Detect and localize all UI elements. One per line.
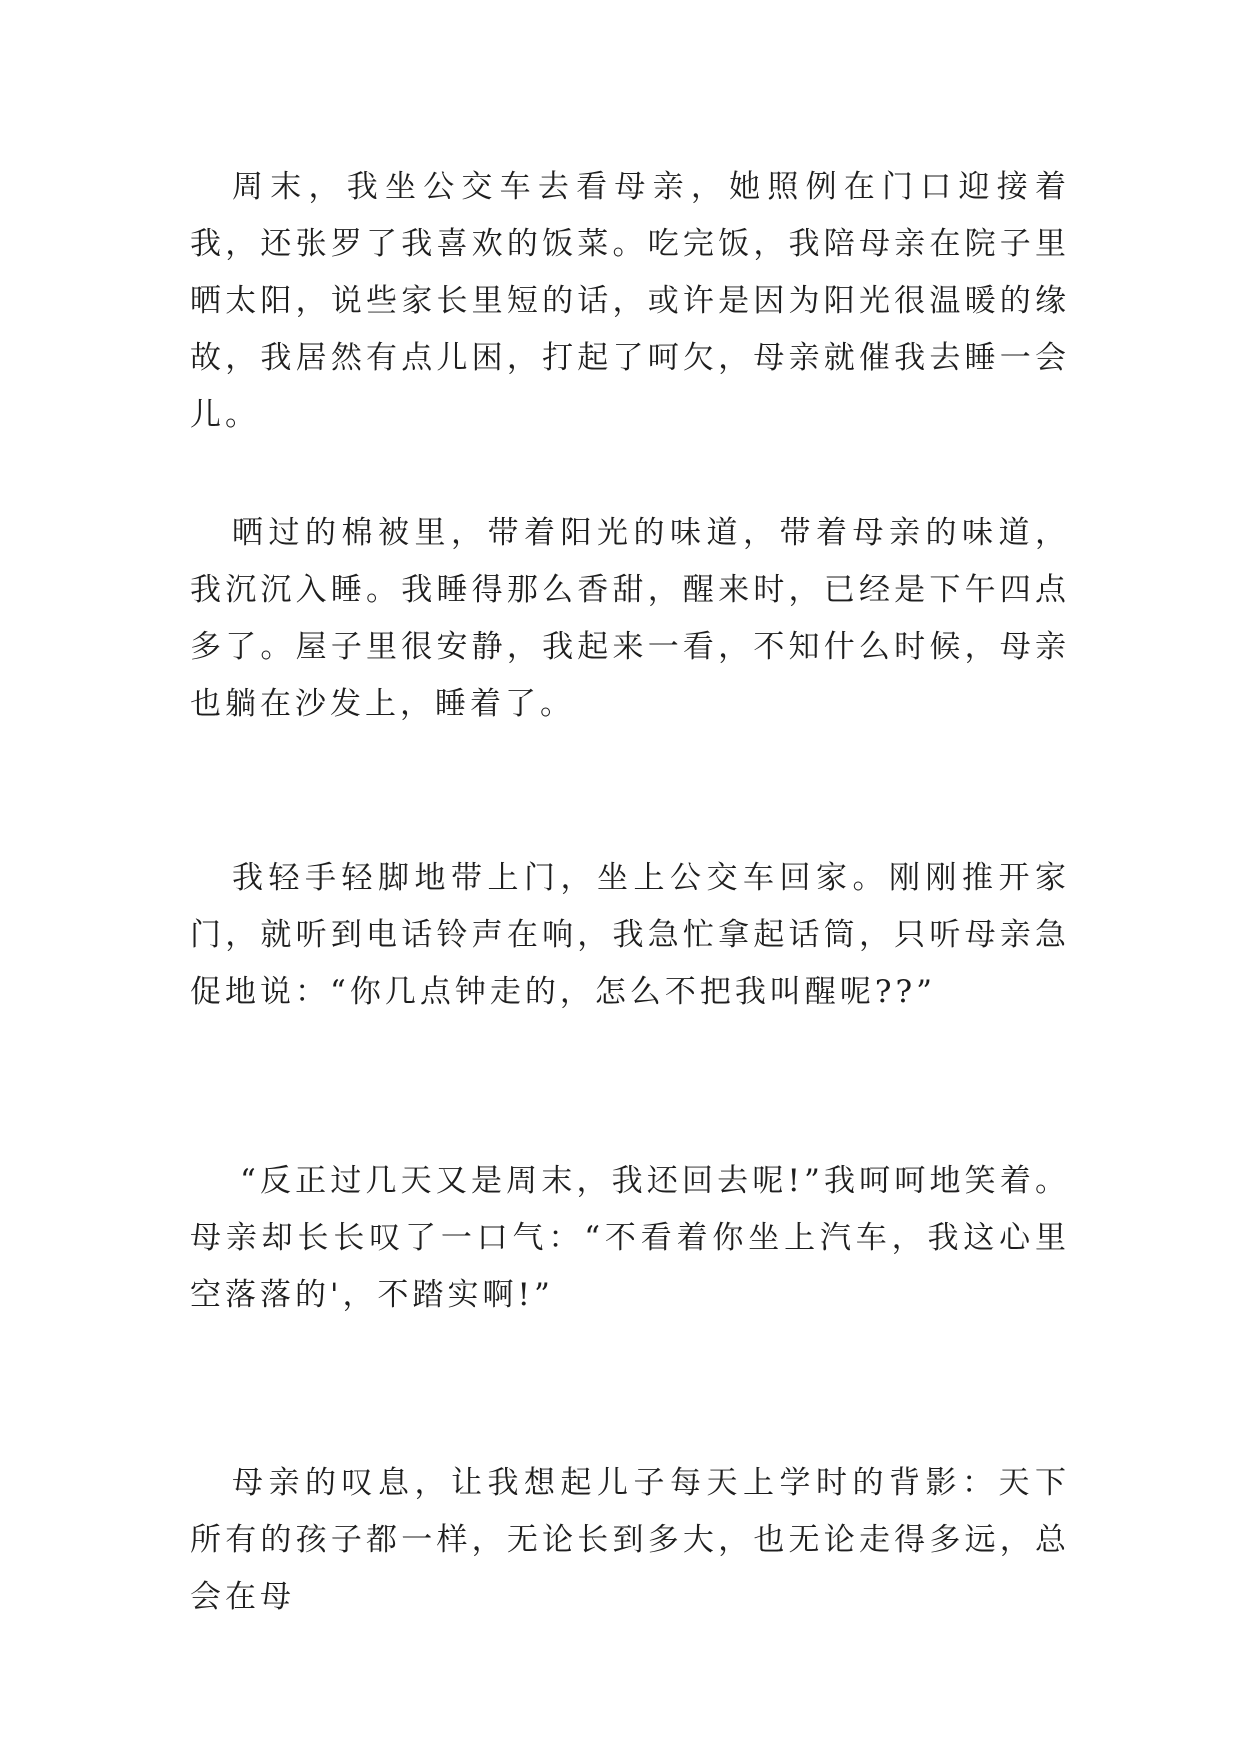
paragraph-1: 周末，我坐公交车去看母亲，她照例在门口迎接着我，还张罗了我喜欢的饭菜。吃完饭，我陪母亲在院子里晒太阳，说些家长里短的话，或许是因为阳光很温暖的缘故，我居然有点儿困，打起了呵欠，母亲就催我去睡一会儿。: [190, 169, 1070, 433]
paragraph-5: 母亲的叹息，让我想起儿子每天上学时的背影：天下所有的孩子都一样，无论长到多大，也无论走得多远，总会在母: [190, 1465, 1070, 1615]
paragraph-3: 我轻手轻脚地带上门，坐上公交车回家。刚刚推开家门，就听到电话铃声在响，我急忙拿起话筒，只听母亲急促地说：“你几点钟走的，怎么不把我叫醒呢??”: [190, 860, 1070, 1010]
paragraph-4: “反正过几天又是周末，我还回去呢!”我呵呵地笑着。母亲却长长叹了一口气：“不看着你坐上汽车，我这心里空落落的'，不踏实啊!”: [190, 1163, 1070, 1313]
paragraph-2: 晒过的棉被里，带着阳光的味道，带着母亲的味道，我沉沉入睡。我睡得那么香甜，醒来时，已经是下午四点多了。屋子里很安静，我起来一看，不知什么时候，母亲也躺在沙发上，睡着了。: [190, 515, 1070, 722]
